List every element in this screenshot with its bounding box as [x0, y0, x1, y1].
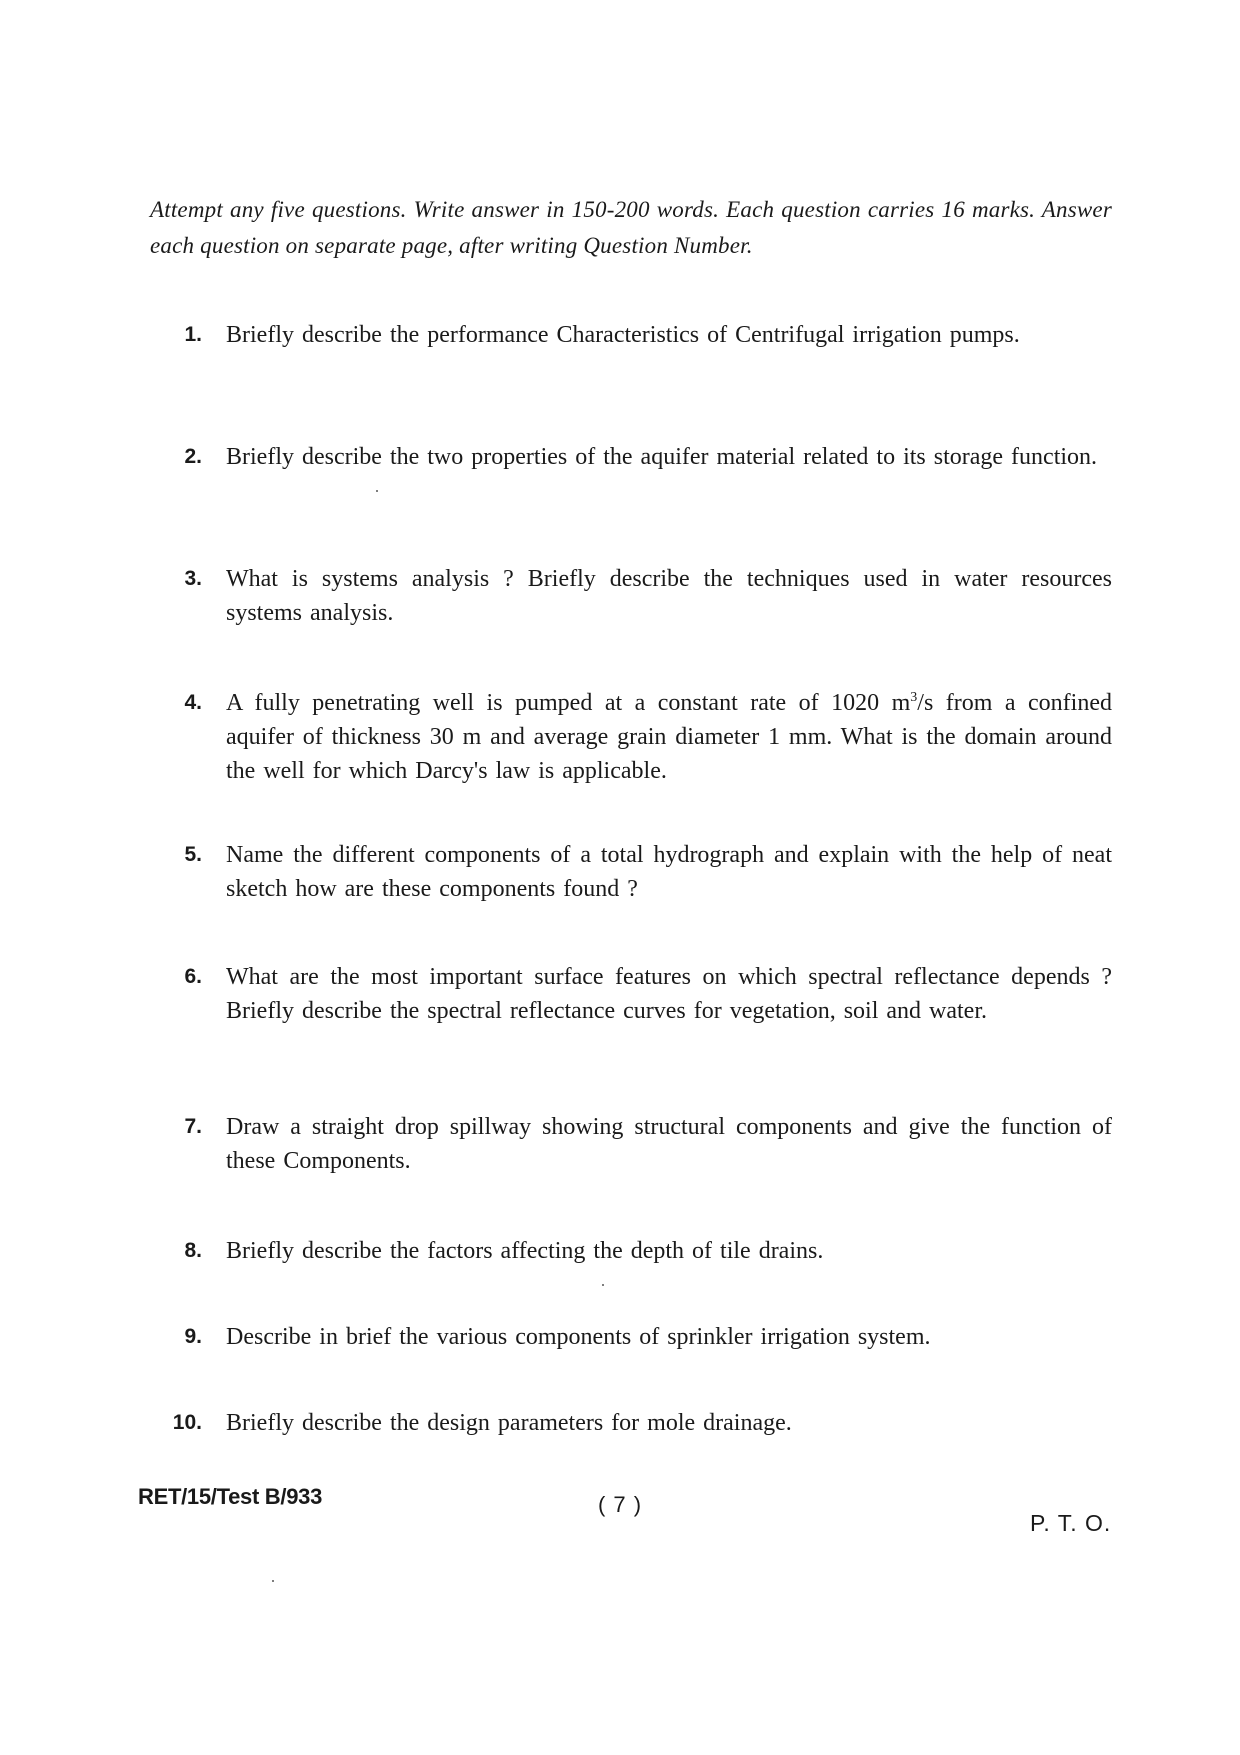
question-number: 8.	[184, 1239, 202, 1262]
superscript-exponent: 3	[910, 690, 918, 705]
scan-speck	[272, 1580, 274, 1582]
question-number: 3.	[184, 567, 202, 590]
scan-speck	[376, 490, 378, 492]
question-number: 4.	[184, 691, 202, 714]
question-text: Name the different components of a total hydrograph and explain with the help of neat sketch how are these components found ?	[226, 842, 1112, 902]
question-text: Briefly describe the factors affecting the depth of tile drains.	[226, 1238, 824, 1264]
question-text: Briefly describe the performance Characteristics of Centrifugal irrigation pumps.	[226, 322, 1020, 348]
question-text: What are the most important surface features on which spectral reflectance depends ? Briefly describe the spectral reflectance curves for vegetation, soil and water.	[226, 964, 1112, 1024]
question-text-part: /s from a confined aquifer of thickness 30 m and average grain diameter 1 mm. What is the domain around the well for which Darcy's law is applicable.	[226, 690, 1112, 784]
scan-speck	[602, 1284, 604, 1286]
question-number: 10.	[172, 1411, 202, 1434]
question-text	[226, 686, 1112, 788]
question-text-part: A fully penetrating well is pumped at a constant rate of 1020 m	[226, 690, 911, 716]
instructions: Attempt any five questions. Write answer in 150-200 words. Each question carries 16 marks. Answer each question on separate page, after writing Question Number.	[150, 197, 1112, 258]
question-text: Describe in brief the various components of sprinkler irrigation system.	[226, 1324, 931, 1350]
test-code: RET/15/Test B/933	[138, 1484, 323, 1509]
page-number: ( 7 )	[597, 1492, 643, 1517]
question-number: 1.	[184, 323, 202, 346]
question-text: Briefly describe the design parameters for mole drainage.	[226, 1410, 792, 1436]
please-turn-over: P. T. O.	[1030, 1510, 1112, 1536]
question-number: 5.	[184, 843, 202, 866]
question-text: What is systems analysis ? Briefly describe the techniques used in water resources systems analysis.	[226, 566, 1112, 626]
question-number: 6.	[184, 965, 202, 988]
question-number: 7.	[184, 1115, 202, 1138]
question-text: Draw a straight drop spillway showing structural components and give the function of these Components.	[226, 1114, 1112, 1174]
question-number: 9.	[184, 1325, 202, 1348]
question-text: Briefly describe the two properties of the aquifer material related to its storage function.	[226, 444, 1098, 470]
question-number: 2.	[184, 445, 202, 468]
